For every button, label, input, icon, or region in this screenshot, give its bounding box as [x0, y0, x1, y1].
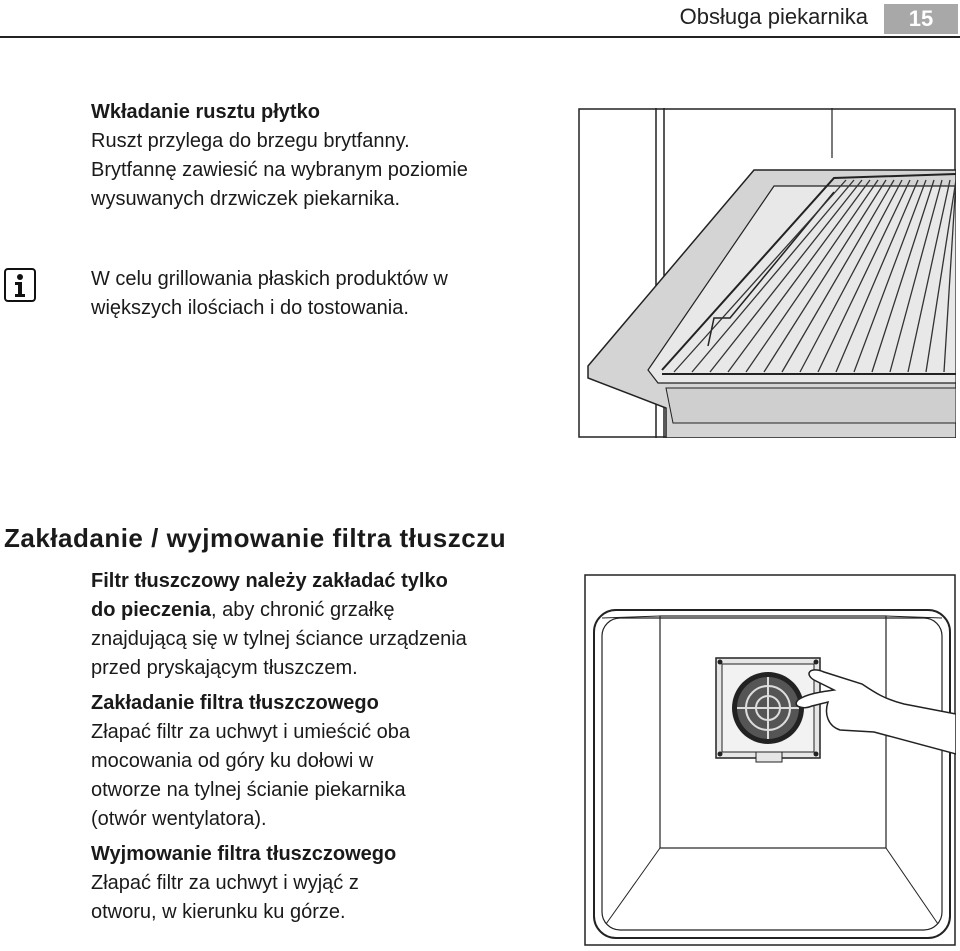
section-grill-rack	[91, 98, 468, 214]
text-line: wysuwanych drzwiczek piekarnika.	[91, 188, 401, 210]
intro-rest: , aby chronić grzałkę	[211, 599, 395, 621]
section-title-grease-filter: Zakładanie / wyjmowanie filtra tłuszczu	[4, 523, 507, 553]
text-line: przed pryskającym tłuszczem.	[91, 657, 358, 679]
grease-filter-illustration	[584, 574, 956, 946]
subsection-heading: Wyjmowanie filtra tłuszczowego	[91, 843, 397, 865]
header-rule	[0, 36, 960, 38]
text-line: mocowania od góry ku dołowi w	[91, 750, 374, 772]
section-grease-filter	[91, 567, 467, 927]
text-line: Złapać filtr za uchwyt i wyjąć z	[91, 872, 359, 894]
text-line: (otwór wentylatora).	[91, 808, 267, 830]
text-line: Ruszt przylega do brzegu brytfanny.	[91, 130, 410, 152]
intro-mixed-line	[91, 596, 467, 625]
info-line: W celu grillowania płaskich produktów w	[91, 268, 448, 290]
text-line: otworze na tylnej ścianie piekarnika	[91, 779, 406, 801]
section-heading: Wkładanie rusztu płytko	[91, 101, 320, 123]
text-line: Złapać filtr za uchwyt i umieścić oba	[91, 721, 411, 743]
text-line: otworu, w kierunku ku górze.	[91, 901, 346, 923]
page-header-title: Obsługa piekarnika	[679, 4, 868, 29]
intro-bold-line: Filtr tłuszczowy należy zakładać tylko	[91, 570, 448, 592]
grill-rack-illustration	[578, 108, 956, 438]
intro-bold-phrase: do pieczenia	[91, 599, 212, 621]
text-line: Brytfannę zawiesić na wybranym poziomie	[91, 159, 468, 181]
subsection-heading: Zakładanie filtra tłuszczowego	[91, 692, 379, 714]
info-note	[91, 265, 448, 323]
text-line: znajdującą się w tylnej ściance urządzenia	[91, 628, 467, 650]
page-number-badge: 15	[884, 4, 958, 34]
info-icon	[4, 268, 36, 302]
info-line: większych ilościach i do tostowania.	[91, 297, 409, 319]
